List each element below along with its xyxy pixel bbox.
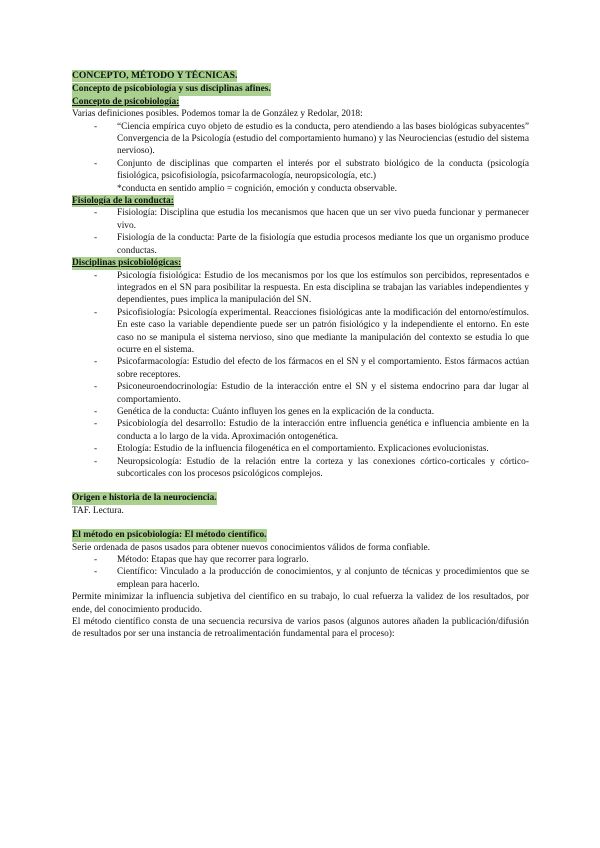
metodo-intro: Serie ordenada de pasos usados para obtener nuevos conocimientos válidos de forma confiable. [72,542,430,553]
list-item: - Fisiología: Disciplina que estudia los mecanismos que hacen que un ser vivo pueda funcionar y permanecer vivo. [72,207,529,232]
list-item: - Científico: Vinculado a la producción de conocimientos, y al conjunto de técnicas y procedimientos que se emplean para hacerlo. [72,566,529,591]
definitions-list [72,121,529,183]
note-paragraph: *conducta en sentido amplio = cognición, emoción y conducta observable. [117,183,397,194]
metodo-list [72,554,529,591]
list-item: - Psiconeuroendocrinología: Estudio de la interacción entre el SN y el sistema endocrino para dar lugar al comportamiento. [72,381,529,406]
metodo-paragraph-2: El método científico consta de una secuencia recursiva de varios pasos (algunos autores añaden la publicación/difusión de resultados por ser una instancia de retroalimentación fundamental para el proceso): [72,617,529,640]
list-item: - Fisiología de la conducta: Parte de la fisiología que estudia procesos mediante los que un organismo produce conductas. [72,232,529,257]
list-item: - Conjunto de disciplinas que comparten el interés por el substrato biológico de la conducta (psicología fisiológica, psicofisiología, psicofarmacología, neuropsicología, etc.) [72,158,529,183]
list-item: - “Ciencia empírica cuyo objeto de estudio es la conducta, pero atendiendo a las bases biológicas subyacentes” Convergencia de la Psicología (estudio del comportamiento humano) y las Neurociencias (estudio del sistema nervioso). [72,121,529,158]
section-heading-psicobiologia: Concepto de psicobiología y sus disciplinas afines. [72,84,271,95]
list-item: - Psicología fisiológica: Estudio de los mecanismos por los que los estímulos son percibidos, representados e integrados en el SN para posibilitar la respuesta. En esta disciplina se trabajan las variables independientes y dependientes, pues implica la manipulación del SN. [72,270,529,307]
list-item: - Psicofarmacología: Estudio del efecto de los fármacos en el SN y el comportamiento. Estos fármacos actúan sobre receptores. [72,356,529,381]
section-heading-metodo: El método en psicobiología: El método científico. [72,530,267,541]
document-page [72,70,529,641]
list-item: - Psicobiología del desarrollo: Estudio de la interacción entre influencia genética e influencia ambiente en la conducta a lo largo de la vida. Aproximación ontogenética. [72,418,529,443]
intro-paragraph: Varias definiciones posibles. Podemos tomar la de González y Redolar, 2018: [72,109,363,120]
subheading-fisiologia: Fisiología de la conducta: [72,196,174,207]
disciplinas-list [72,270,529,481]
origen-paragraph: TAF. Lectura. [72,505,124,516]
fisiologia-list [72,207,529,257]
subheading-concepto: Concepto de psicobiología: [72,96,180,107]
list-item: - Método: Etapas que hay que recorrer para lograrlo. [72,554,529,566]
subheading-disciplinas: Disciplinas psicobiológicas: [72,258,182,269]
metodo-paragraph-1: Permite minimizar la influencia subjetiva del científico en su trabajo, lo cual refuerza la validez de los resultados, por ende, del conocimiento producido. [72,592,529,615]
list-item: - Neuropsicología: Estudio de la relación entre la corteza y las conexiones córtico-corticales y córtico-subcorticales con los procesos psicológicos complejos. [72,456,529,481]
document-title: CONCEPTO, MÉTODO Y TÉCNICAS. [72,70,238,81]
section-heading-origen: Origen e historia de la neurociencia. [72,493,217,504]
list-item: - Genética de la conducta: Cuánto influyen los genes en la explicación de la conducta. [72,406,529,418]
list-item: - Psicofisiología: Psicología experimental. Reacciones fisiológicas ante la modificación del entorno/estímulos. En este caso la variable dependiente puede ser un patrón fisiológico y la independiente el entorno. En este caso no se manipula el sistema nervioso, sino que mediante la manipulación del contexto se estudia lo que ocurre en el sistema. [72,307,529,357]
list-item: - Etología: Estudio de la influencia filogenética en el comportamiento. Explicaciones evolucionistas. [72,443,529,455]
